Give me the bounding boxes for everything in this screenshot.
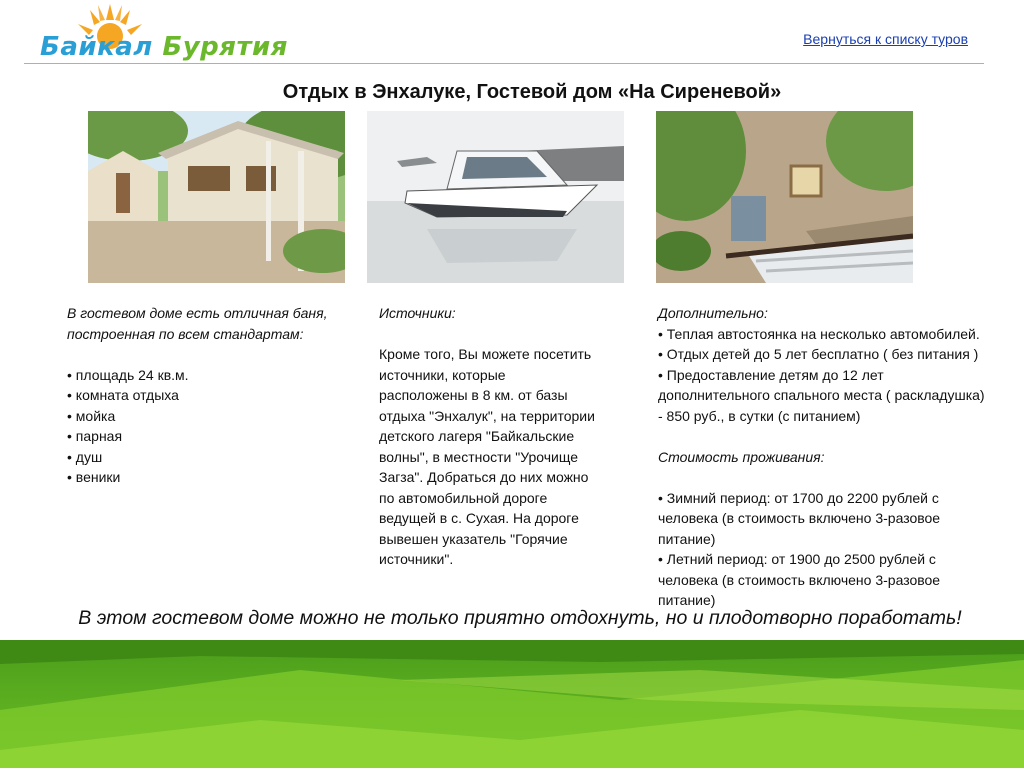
additional-heading: Дополнительно: xyxy=(658,305,768,321)
springs-text-line: вывешен указатель "Горячие xyxy=(379,530,568,547)
header-divider xyxy=(24,63,984,64)
logo-word-baikal: Байкал xyxy=(40,32,153,62)
back-to-tours-link[interactable]: Вернуться к списку туров xyxy=(803,31,968,47)
price-line: • Летний период: от 1900 до 2500 рублей с xyxy=(658,551,936,567)
list-item: • веники xyxy=(67,469,121,485)
slogan: В этом гостевом доме можно не только приятно отдохнуть, но и плодотворно поработать! xyxy=(78,607,962,629)
boat-photo xyxy=(367,111,624,283)
bathhouse-intro-line-2: построенная по всем стандартам: xyxy=(67,325,304,342)
list-item: • парная xyxy=(67,428,123,444)
springs-text-line: волны", в местности "Урочище xyxy=(379,448,579,465)
springs-text-line: отдыха "Энхалук", на территории xyxy=(379,407,595,424)
price-line: питание) xyxy=(658,592,716,608)
list-item: • мойка xyxy=(67,407,116,424)
price-line: питание) xyxy=(658,530,716,547)
logo-word-buryatia: Бурятия xyxy=(162,32,288,62)
baikal-buryatia-logo[interactable] xyxy=(34,2,288,66)
price-line: человека (в стоимость включено 3-разовое xyxy=(658,571,941,588)
additional-line: • Теплая автостоянка на несколько автомобилей. xyxy=(658,325,980,342)
price-heading: Стоимость проживания: xyxy=(658,448,825,465)
springs-text-line: источники". xyxy=(379,551,454,567)
list-item: • площадь 24 кв.м. xyxy=(67,366,189,383)
springs-text-line: детского лагеря "Байкальские xyxy=(379,428,575,444)
house-photo xyxy=(88,111,345,283)
list-item: • душ xyxy=(67,448,103,465)
page-title: Отдых в Энхалуке, Гостевой дом «На Сиреневой» xyxy=(282,81,782,103)
bathhouse-intro-line-1: В гостевом доме есть отличная баня, xyxy=(67,305,328,321)
springs-info xyxy=(379,303,627,570)
springs-text-line: Кроме того, Вы можете посетить xyxy=(379,346,592,362)
additional-line: - 850 руб., в сутки (с питанием) xyxy=(658,407,861,424)
logo-text xyxy=(40,32,288,62)
springs-heading: Источники: xyxy=(379,305,456,321)
additional-info xyxy=(658,303,1018,611)
springs-text-line: источники, которые xyxy=(379,366,506,383)
springs-text-line: по автомобильной дороге xyxy=(379,489,548,506)
list-item: • комната отдыха xyxy=(67,387,179,403)
springs-text-line: Загза". Добраться до них можно xyxy=(379,469,589,485)
additional-line: дополнительного спального места ( раскладушка) xyxy=(658,387,985,403)
additional-line: • Предоставление детям до 12 лет xyxy=(658,366,884,383)
bathhouse-info xyxy=(67,303,367,488)
springs-text-line: ведущей в с. Сухая. На дороге xyxy=(379,510,579,526)
yard-photo xyxy=(656,111,913,283)
springs-text-line: расположены в 8 км. от базы xyxy=(379,387,568,403)
price-line: человека (в стоимость включено 3-разовое xyxy=(658,510,941,526)
price-line: • Зимний период: от 1700 до 2200 рублей с xyxy=(658,489,939,506)
additional-line: • Отдых детей до 5 лет бесплатно ( без питания ) xyxy=(658,346,979,362)
header xyxy=(0,0,1024,68)
footer-green-banner xyxy=(0,640,1024,768)
